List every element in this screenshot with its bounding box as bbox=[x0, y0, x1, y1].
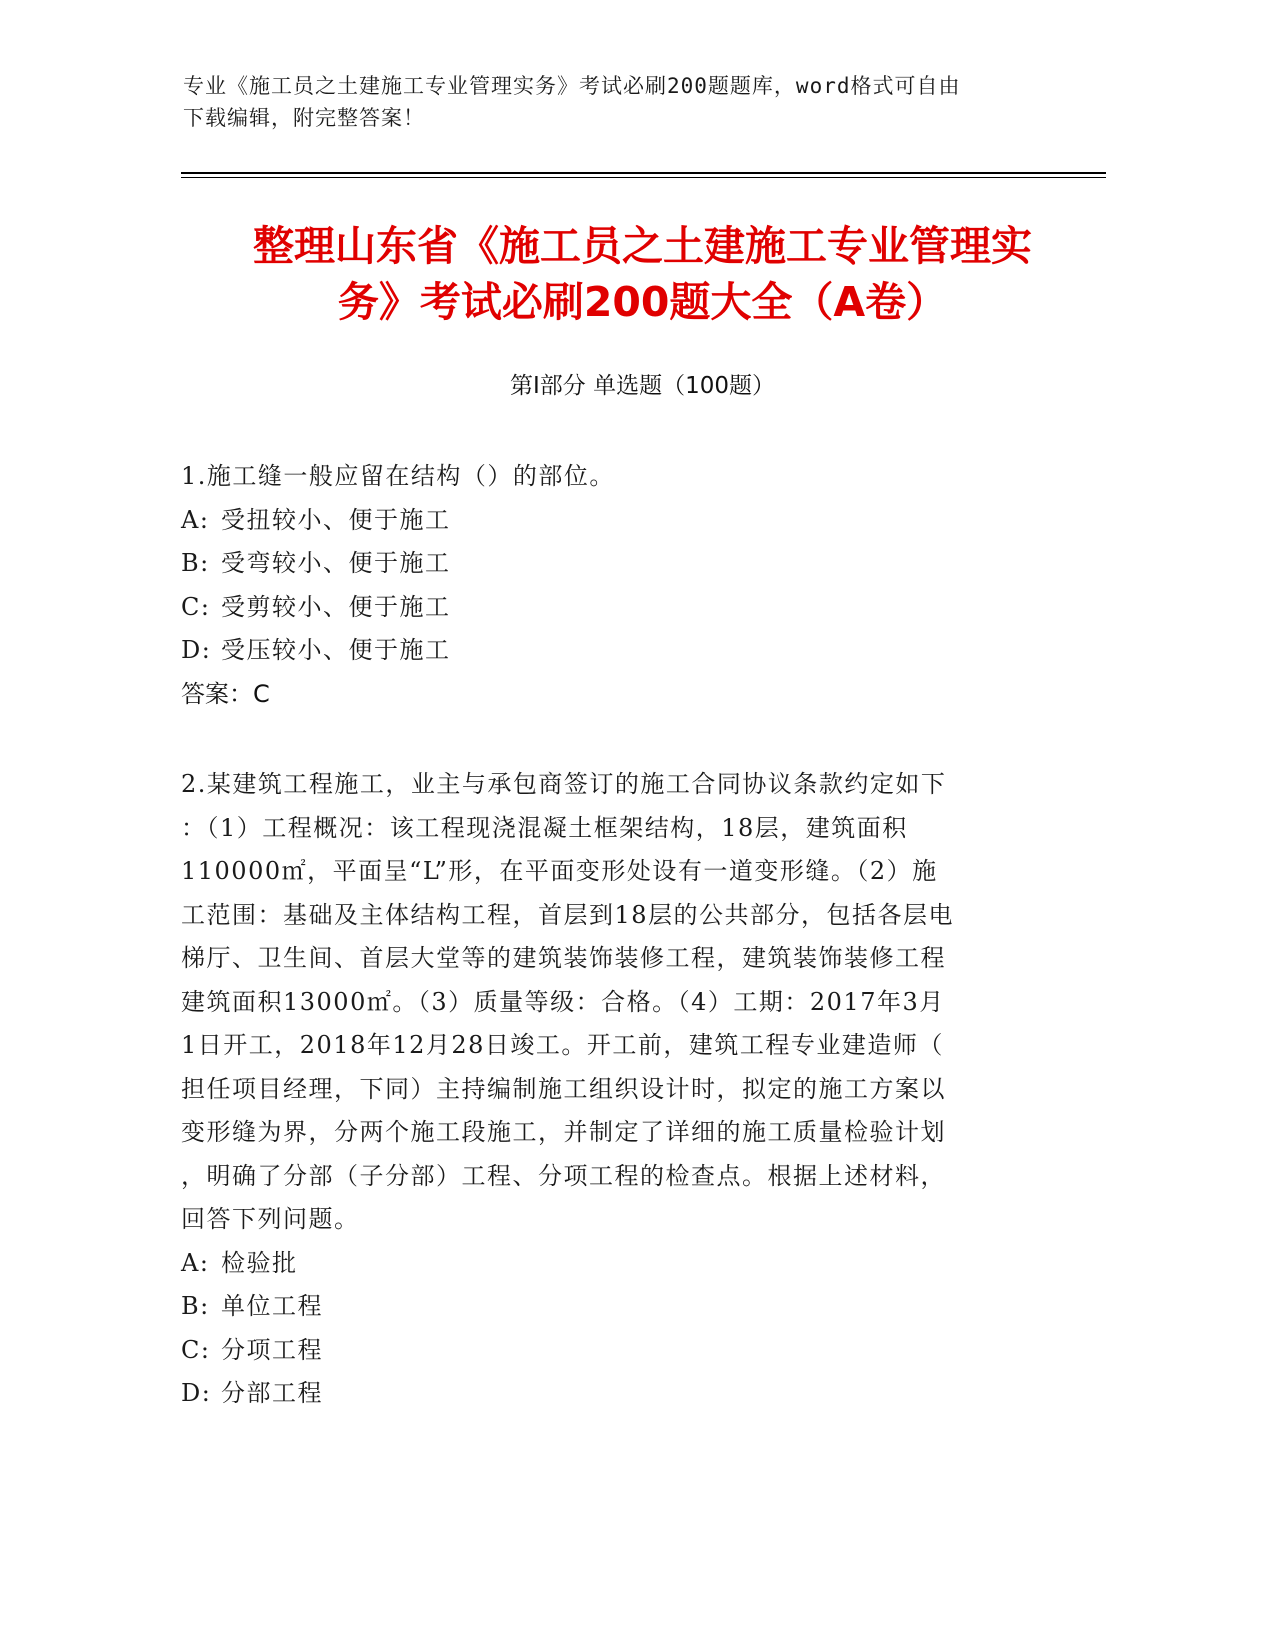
question-stem-line: 建筑面积13000㎡。（3）质量等级：合格。（4）工期：2017年3月 bbox=[181, 987, 945, 1016]
document-title-line-2: 务》考试必刷200题大全（A卷） bbox=[337, 278, 948, 326]
question-stem-line: 回答下列问题。 bbox=[181, 1205, 360, 1233]
option-text: 受扭较小、便于施工 bbox=[221, 505, 451, 534]
option-text: 检验批 bbox=[221, 1248, 298, 1277]
question-2 bbox=[181, 763, 1041, 1416]
option-letter: C: bbox=[181, 1335, 211, 1364]
question-stem-line: 梯厅、卫生间、首层大堂等的建筑装饰装修工程，建筑装饰装修工程 bbox=[181, 944, 946, 972]
header-rule-thick bbox=[181, 172, 1106, 174]
option-letter: A: bbox=[181, 1248, 210, 1277]
header-rule-thin bbox=[181, 177, 1106, 178]
option-letter: B: bbox=[181, 1292, 210, 1320]
question-stem: 1.施工缝一般应留在结构（）的部位。 bbox=[181, 462, 615, 490]
option-b bbox=[181, 542, 1041, 586]
option-c bbox=[181, 586, 1041, 630]
question-stem-line: ，明确了分部（子分部）工程、分项工程的检查点。根据上述材料， bbox=[181, 1161, 946, 1190]
question-stem-line: ：（1）工程概况：该工程现浇混凝土框架结构，18层，建筑面积 bbox=[181, 813, 908, 842]
option-c bbox=[181, 1329, 1041, 1373]
header-note bbox=[183, 70, 1083, 134]
option-text: 受弯较小、便于施工 bbox=[221, 549, 451, 577]
option-letter: B: bbox=[181, 549, 210, 577]
question-stem-line: 变形缝为界，分两个施工段施工，并制定了详细的施工质量检验计划 bbox=[181, 1118, 946, 1146]
header-note-line-1: 专业《施工员之土建施工专业管理实务》考试必刷200题题库，word格式可自由 bbox=[183, 74, 961, 98]
section-heading: 第Ⅰ部分 单选题（100题） bbox=[510, 373, 775, 399]
header-note-line-2: 下载编辑，附完整答案！ bbox=[183, 106, 425, 130]
option-b bbox=[181, 1285, 1041, 1329]
option-letter: A: bbox=[181, 505, 210, 534]
option-a bbox=[181, 1242, 1041, 1286]
option-d bbox=[181, 1372, 1041, 1416]
option-d bbox=[181, 629, 1041, 673]
question-stem-line: 工范围：基础及主体结构工程，首层到18层的公共部分，包括各层电 bbox=[181, 900, 955, 929]
option-a bbox=[181, 499, 1041, 543]
option-text: 分部工程 bbox=[221, 1379, 323, 1407]
question-1 bbox=[181, 455, 1041, 716]
question-stem-line: 110000㎡，平面呈“L”形，在平面变形处设有一道变形缝。（2）施 bbox=[181, 857, 938, 885]
question-stem-line: 担任项目经理，下同）主持编制施工组织设计时，拟定的施工方案以 bbox=[181, 1074, 946, 1103]
option-text: 受剪较小、便于施工 bbox=[221, 592, 451, 621]
option-letter: D: bbox=[181, 636, 212, 664]
option-letter: C: bbox=[181, 592, 211, 621]
question-stem-line: 2.某建筑工程施工，业主与承包商签订的施工合同协议条款约定如下 bbox=[181, 770, 947, 798]
option-text: 单位工程 bbox=[221, 1292, 323, 1320]
question-stem-line: 1日开工，2018年12月28日竣工。开工前，建筑工程专业建造师（ bbox=[181, 1031, 944, 1059]
document-title bbox=[180, 218, 1105, 330]
document-title-line-1: 整理山东省《施工员之土建施工专业管理实 bbox=[253, 222, 1032, 270]
option-text: 分项工程 bbox=[221, 1335, 323, 1364]
answer-text: 答案：C bbox=[181, 679, 270, 708]
option-text: 受压较小、便于施工 bbox=[221, 636, 451, 664]
option-letter: D: bbox=[181, 1379, 212, 1407]
